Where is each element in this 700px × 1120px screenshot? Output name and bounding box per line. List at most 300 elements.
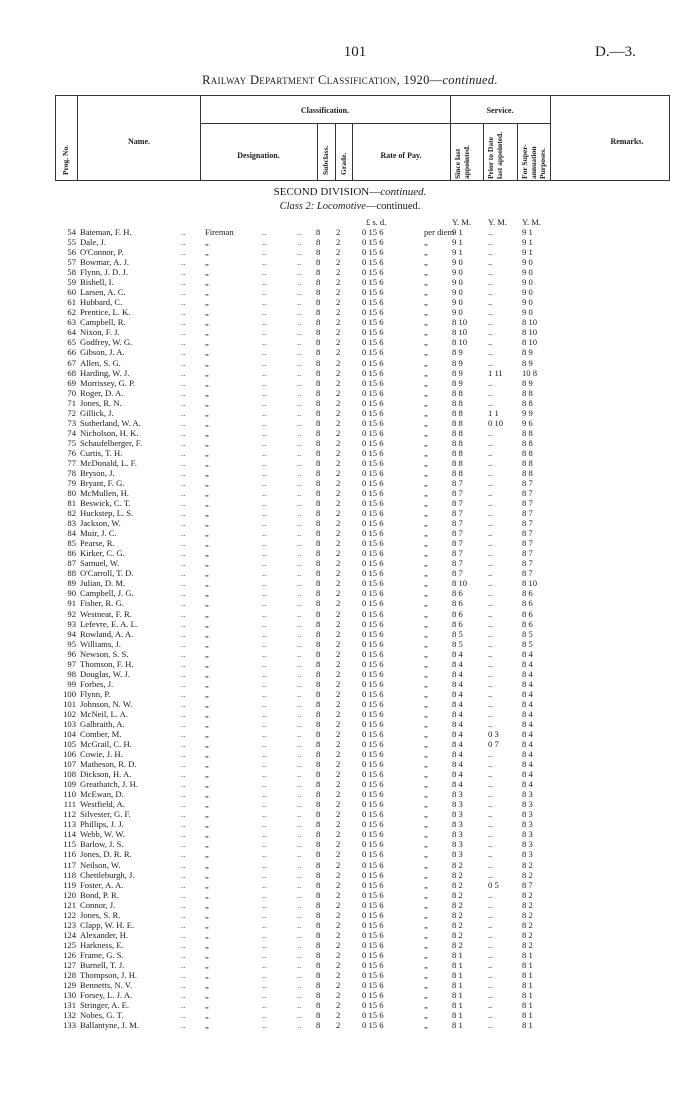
- rate-of-pay-cell: 0 15 6: [362, 729, 384, 739]
- name-cell: McMullen, H.: [80, 488, 129, 499]
- since-last-cell: 8 7: [452, 568, 463, 579]
- leader-dots: ..: [181, 287, 186, 298]
- subclass-cell: 8: [316, 859, 321, 870]
- rate-of-pay-cell: 0 15 6: [362, 718, 384, 729]
- superannuation-cell: 8 4: [522, 698, 533, 709]
- leader-dots: ..: [297, 839, 302, 850]
- since-last-cell: 8 1: [452, 1000, 463, 1011]
- since-last-cell: 8 8: [452, 417, 463, 428]
- rate-of-pay-cell: 0 15 6: [362, 1010, 384, 1021]
- leader-dots: ..: [181, 668, 186, 679]
- name-cell: Hubbard, C.: [80, 297, 123, 308]
- since-last-cell: 8 4: [452, 698, 463, 709]
- subclass-cell: 8: [316, 508, 321, 519]
- name-cell: Forbes, J.: [80, 678, 114, 689]
- leader-dots: ..: [181, 377, 186, 388]
- name-cell: Newson, S. S.: [80, 648, 129, 659]
- name-cell: Morrissey, G. P.: [80, 377, 136, 388]
- leader-dots: ..: [297, 367, 302, 378]
- pay-period-cell: „: [424, 638, 428, 649]
- designation-cell: „: [205, 568, 209, 579]
- leader-dots: ..: [297, 990, 302, 1001]
- pay-period-cell: „: [424, 779, 428, 790]
- grade-cell: 2: [336, 819, 341, 830]
- designation-cell: „: [205, 307, 209, 318]
- leader-dots: ..: [262, 327, 267, 338]
- leader-dots: ..: [262, 297, 267, 308]
- designation-cell: „: [205, 247, 209, 258]
- leader-dots: ..: [181, 508, 186, 519]
- table-row: [0, 588, 700, 598]
- grade-cell: 2: [336, 638, 341, 649]
- grade-cell: 2: [336, 568, 341, 579]
- subclass-cell: 8: [316, 257, 321, 268]
- name-cell: Campbell, R.: [80, 317, 126, 328]
- leader-dots: ..: [297, 1000, 302, 1011]
- pay-period-cell: „: [424, 598, 428, 609]
- pay-period-cell: „: [424, 488, 428, 499]
- since-last-cell: 8 1: [452, 990, 463, 1001]
- leader-dots: ..: [297, 457, 302, 468]
- superannuation-cell: 8 3: [522, 809, 533, 820]
- prior-cell: ..: [488, 809, 493, 820]
- leader-dots: ..: [297, 879, 302, 890]
- pay-period-cell: „: [424, 327, 428, 338]
- superannuation-cell: 8 1: [522, 1000, 533, 1011]
- grade-cell: 2: [336, 548, 341, 559]
- rate-of-pay-cell: 0 15 6: [362, 959, 384, 970]
- subclass-cell: 8: [316, 237, 321, 248]
- prior-cell: ..: [488, 618, 493, 629]
- pay-period-cell: „: [424, 959, 428, 970]
- prior-cell: ..: [488, 929, 493, 940]
- rate-of-pay-cell: 0 15 6: [362, 397, 384, 408]
- rate-of-pay-cell: 0 15 6: [362, 1000, 384, 1011]
- prior-cell: ..: [488, 377, 493, 388]
- designation-cell: „: [205, 869, 209, 880]
- since-last-cell: 8 9: [452, 357, 463, 368]
- name-cell: Pearse, R.: [80, 538, 115, 549]
- pay-period-cell: „: [424, 718, 428, 729]
- pay-period-cell: „: [424, 277, 428, 288]
- table-row: [0, 257, 700, 267]
- rate-of-pay-cell: 0 15 6: [362, 919, 384, 930]
- designation-cell: „: [205, 417, 209, 428]
- subclass-cell: 8: [316, 347, 321, 358]
- leader-dots: ..: [181, 969, 186, 980]
- name-cell: McNeil, L. A.: [80, 708, 128, 719]
- leader-dots: ..: [181, 528, 186, 539]
- rate-of-pay-cell: 0 15 6: [362, 819, 384, 830]
- leader-dots: ..: [181, 698, 186, 709]
- grade-cell: 2: [336, 789, 341, 800]
- designation-cell: „: [205, 929, 209, 940]
- grade-cell: 2: [336, 739, 341, 750]
- leader-dots: ..: [181, 759, 186, 770]
- table-row: [0, 558, 700, 568]
- pay-period-cell: „: [424, 608, 428, 619]
- superannuation-cell: 9 0: [522, 297, 533, 308]
- rate-of-pay-cell: 0 15 6: [362, 267, 384, 278]
- superannuation-cell: 8 3: [522, 819, 533, 830]
- leader-dots: ..: [262, 849, 267, 860]
- subclass-cell: 8: [316, 879, 321, 890]
- designation-cell: „: [205, 277, 209, 288]
- leader-dots: ..: [297, 327, 302, 338]
- designation-cell: „: [205, 407, 209, 418]
- since-last-cell: 8 3: [452, 829, 463, 840]
- rate-of-pay-cell: 0 15 6: [362, 980, 384, 990]
- leader-dots: ..: [262, 588, 267, 599]
- subclass-cell: 8: [316, 518, 321, 529]
- prior-cell: ..: [488, 598, 493, 609]
- pay-period-cell: „: [424, 658, 428, 669]
- since-last-cell: 8 4: [452, 739, 463, 750]
- leader-dots: ..: [262, 407, 267, 418]
- prog-no-cell: 77: [67, 457, 76, 468]
- prior-cell: ..: [488, 608, 493, 619]
- prog-no-cell: 132: [63, 1010, 76, 1021]
- leader-dots: ..: [297, 478, 302, 488]
- pay-period-cell: „: [424, 799, 428, 810]
- designation-cell: „: [205, 287, 209, 298]
- subclass-cell: 8: [316, 437, 321, 448]
- table-row: [0, 960, 700, 970]
- table-row: [0, 598, 700, 608]
- name-cell: Curtis, T. H.: [80, 447, 123, 458]
- subclass-cell: 8: [316, 1000, 321, 1011]
- leader-dots: ..: [297, 508, 302, 519]
- leader-dots: ..: [262, 568, 267, 579]
- name-cell: Nicholson, H. K.: [80, 427, 139, 438]
- designation-cell: „: [205, 678, 209, 689]
- prior-cell: 1 11: [488, 367, 503, 378]
- name-cell: Harding, W. J.: [80, 367, 130, 378]
- rate-of-pay-cell: 0 15 6: [362, 889, 384, 900]
- name-cell: Webb, W. W.: [80, 829, 125, 840]
- subclass-cell: 8: [316, 588, 321, 599]
- rate-of-pay-cell: 0 15 6: [362, 879, 384, 890]
- subclass-cell: 8: [316, 447, 321, 458]
- name-cell: Williams, J.: [80, 638, 121, 649]
- table-row: [0, 779, 700, 789]
- leader-dots: ..: [181, 919, 186, 930]
- prog-no-cell: 124: [63, 929, 76, 940]
- name-cell: McGrail, C. H.: [80, 739, 132, 750]
- table-row: [0, 438, 700, 448]
- leader-dots: ..: [297, 227, 302, 237]
- since-last-cell: 8 2: [452, 889, 463, 900]
- prior-cell: ..: [488, 498, 493, 509]
- designation-cell: „: [205, 909, 209, 920]
- subclass-cell: 8: [316, 608, 321, 619]
- rate-of-pay-cell: 0 15 6: [362, 437, 384, 448]
- prior-cell: 0 3: [488, 729, 499, 739]
- leader-dots: ..: [262, 899, 267, 910]
- superannuation-cell: 9 0: [522, 267, 533, 278]
- table-row: [0, 538, 700, 548]
- designation-cell: „: [205, 467, 209, 478]
- since-last-cell: 8 2: [452, 899, 463, 910]
- prior-cell: ..: [488, 1020, 493, 1031]
- grade-cell: 2: [336, 980, 341, 990]
- subclass-cell: 8: [316, 1010, 321, 1021]
- designation-cell: „: [205, 809, 209, 820]
- designation-cell: „: [205, 447, 209, 458]
- leader-dots: ..: [181, 889, 186, 900]
- since-last-cell: 8 3: [452, 799, 463, 810]
- leader-dots: ..: [262, 919, 267, 930]
- since-last-cell: 8 3: [452, 849, 463, 860]
- leader-dots: ..: [262, 749, 267, 760]
- prog-no-cell: 113: [63, 819, 76, 830]
- name-cell: Campbell, J. G.: [80, 588, 134, 599]
- since-last-cell: 8 2: [452, 859, 463, 870]
- prior-cell: ..: [488, 969, 493, 980]
- subclass-cell: 8: [316, 1020, 321, 1031]
- leader-dots: ..: [297, 317, 302, 328]
- name-cell: Comber, M.: [80, 729, 122, 739]
- superannuation-cell: 8 6: [522, 588, 533, 599]
- leader-dots: ..: [297, 980, 302, 990]
- subclass-cell: 8: [316, 939, 321, 950]
- grade-cell: 2: [336, 478, 341, 488]
- subclass-cell: 8: [316, 849, 321, 860]
- leader-dots: ..: [181, 488, 186, 499]
- leader-dots: ..: [262, 789, 267, 800]
- leader-dots: ..: [297, 819, 302, 830]
- prior-cell: ..: [488, 708, 493, 719]
- pay-period-cell: „: [424, 769, 428, 780]
- rate-of-pay-cell: 0 15 6: [362, 929, 384, 940]
- prior-cell: ..: [488, 658, 493, 669]
- leader-dots: ..: [297, 297, 302, 308]
- superannuation-cell: 8 7: [522, 568, 533, 579]
- grade-cell: 2: [336, 708, 341, 719]
- grade-cell: 2: [336, 588, 341, 599]
- subclass-cell: 8: [316, 317, 321, 328]
- pay-period-cell: „: [424, 578, 428, 589]
- prior-cell: ..: [488, 447, 493, 458]
- pay-period-cell: „: [424, 678, 428, 689]
- prog-no-cell: 109: [63, 779, 76, 790]
- leader-dots: ..: [181, 638, 186, 649]
- leader-dots: ..: [181, 317, 186, 328]
- rate-of-pay-cell: 0 15 6: [362, 698, 384, 709]
- leader-dots: ..: [181, 1020, 186, 1031]
- superannuation-cell: 9 9: [522, 407, 533, 418]
- pay-period-cell: „: [424, 969, 428, 980]
- prog-no-cell: 122: [63, 909, 76, 920]
- leader-dots: ..: [181, 1000, 186, 1011]
- leader-dots: ..: [181, 608, 186, 619]
- table-row: [0, 910, 700, 920]
- pay-period-cell: „: [424, 869, 428, 880]
- leader-dots: ..: [297, 488, 302, 499]
- subclass-cell: 8: [316, 548, 321, 559]
- prog-no-cell: 82: [67, 508, 76, 519]
- prior-cell: ..: [488, 467, 493, 478]
- rate-of-pay-cell: 0 15 6: [362, 317, 384, 328]
- superannuation-cell: 8 2: [522, 889, 533, 900]
- since-last-cell: 8 2: [452, 939, 463, 950]
- prog-no-cell: 60: [67, 287, 76, 298]
- grade-cell: 2: [336, 558, 341, 569]
- table-row: [0, 468, 700, 478]
- subclass-cell: 8: [316, 387, 321, 398]
- superannuation-cell: 8 8: [522, 437, 533, 448]
- name-cell: Stringer, A. E.: [80, 1000, 130, 1011]
- table-row: [0, 1000, 700, 1010]
- prog-no-cell: 97: [67, 658, 76, 669]
- prior-cell: ..: [488, 427, 493, 438]
- name-cell: Westneat, F. R.: [80, 608, 132, 619]
- leader-dots: ..: [262, 739, 267, 750]
- prog-no-cell: 69: [67, 377, 76, 388]
- pay-period-cell: „: [424, 528, 428, 539]
- grade-cell: 2: [336, 929, 341, 940]
- superannuation-cell: 9 0: [522, 257, 533, 268]
- leader-dots: ..: [297, 357, 302, 368]
- grade-cell: 2: [336, 277, 341, 288]
- grade-cell: 2: [336, 437, 341, 448]
- leader-dots: ..: [262, 528, 267, 539]
- table-row: [0, 388, 700, 398]
- designation-cell: „: [205, 578, 209, 589]
- leader-dots: ..: [262, 980, 267, 990]
- prog-no-cell: 102: [63, 708, 76, 719]
- prog-no-cell: 120: [63, 889, 76, 900]
- table-row: [0, 849, 700, 859]
- designation-cell: „: [205, 397, 209, 408]
- table-row: [0, 1020, 700, 1030]
- leader-dots: ..: [297, 538, 302, 549]
- table-row: [0, 568, 700, 578]
- subclass-cell: 8: [316, 227, 321, 237]
- prog-no-cell: 64: [67, 327, 76, 338]
- table-row: [0, 609, 700, 619]
- table-row: [0, 528, 700, 538]
- name-cell: Bennetts, N. V.: [80, 980, 132, 990]
- superannuation-cell: 8 4: [522, 779, 533, 790]
- pay-period-cell: „: [424, 929, 428, 940]
- leader-dots: ..: [262, 779, 267, 790]
- pay-period-cell: „: [424, 317, 428, 328]
- pay-period-cell: „: [424, 909, 428, 920]
- superannuation-cell: 9 0: [522, 287, 533, 298]
- prog-no-cell: 111: [63, 799, 76, 810]
- prog-no-cell: 108: [63, 769, 76, 780]
- leader-dots: ..: [262, 829, 267, 840]
- superannuation-cell: 8 4: [522, 658, 533, 669]
- name-cell: Bond, P. R.: [80, 889, 119, 900]
- prog-no-cell: 104: [63, 729, 76, 739]
- prog-no-cell: 94: [67, 628, 76, 639]
- grade-cell: 2: [336, 658, 341, 669]
- leader-dots: ..: [181, 859, 186, 870]
- leader-dots: ..: [262, 257, 267, 268]
- since-last-cell: 8 7: [452, 518, 463, 529]
- pay-period-cell: „: [424, 789, 428, 800]
- grade-cell: 2: [336, 869, 341, 880]
- leader-dots: ..: [262, 809, 267, 820]
- leader-dots: ..: [262, 1010, 267, 1021]
- prog-no-cell: 123: [63, 919, 76, 930]
- prog-no-cell: 80: [67, 488, 76, 499]
- pay-period-cell: „: [424, 919, 428, 930]
- prior-cell: ..: [488, 297, 493, 308]
- prog-no-cell: 91: [67, 598, 76, 609]
- subclass-cell: 8: [316, 990, 321, 1001]
- superannuation-cell: 8 2: [522, 939, 533, 950]
- leader-dots: ..: [262, 759, 267, 770]
- designation-cell: „: [205, 588, 209, 599]
- since-last-cell: 8 8: [452, 397, 463, 408]
- leader-dots: ..: [297, 568, 302, 579]
- designation-cell: „: [205, 628, 209, 639]
- table-row: [0, 769, 700, 779]
- grade-cell: 2: [336, 759, 341, 770]
- table-row: [0, 368, 700, 378]
- superannuation-cell: 8 4: [522, 759, 533, 770]
- leader-dots: ..: [262, 488, 267, 499]
- superannuation-cell: 8 8: [522, 447, 533, 458]
- prog-no-cell: 117: [63, 859, 76, 870]
- prior-cell: ..: [488, 347, 493, 358]
- superannuation-cell: 8 7: [522, 528, 533, 539]
- rate-of-pay-cell: 0 15 6: [362, 498, 384, 509]
- leader-dots: ..: [297, 779, 302, 790]
- leader-dots: ..: [297, 247, 302, 258]
- name-cell: Jones, R. N.: [80, 397, 122, 408]
- designation-cell: „: [205, 237, 209, 248]
- subclass-cell: 8: [316, 919, 321, 930]
- prog-no-cell: 121: [63, 899, 76, 910]
- rate-of-pay-cell: 0 15 6: [362, 648, 384, 659]
- grade-cell: 2: [336, 457, 341, 468]
- leader-dots: ..: [297, 287, 302, 298]
- leader-dots: ..: [297, 688, 302, 699]
- grade-cell: 2: [336, 718, 341, 729]
- designation-cell: „: [205, 949, 209, 960]
- prior-cell: ..: [488, 277, 493, 288]
- since-last-cell: 8 8: [452, 467, 463, 478]
- since-last-cell: 8 1: [452, 959, 463, 970]
- rate-of-pay-cell: 0 15 6: [362, 779, 384, 790]
- since-last-cell: 8 2: [452, 869, 463, 880]
- class-label: Class 2:: [279, 201, 315, 212]
- table-row: [0, 679, 700, 689]
- table-row: [0, 980, 700, 990]
- pay-period-cell: „: [424, 558, 428, 569]
- prog-no-cell: 129: [63, 980, 76, 990]
- pay-period-cell: „: [424, 518, 428, 529]
- header-name: Name.: [128, 137, 150, 146]
- name-cell: Sutherland, W. A.: [80, 417, 141, 428]
- prior-cell: ..: [488, 387, 493, 398]
- rate-of-pay-cell: 0 15 6: [362, 347, 384, 358]
- superannuation-cell: 9 1: [522, 227, 533, 237]
- since-last-cell: 8 1: [452, 1020, 463, 1031]
- superannuation-cell: 8 3: [522, 839, 533, 850]
- prog-no-cell: 112: [63, 809, 76, 820]
- table-row: [0, 428, 700, 438]
- subclass-cell: 8: [316, 467, 321, 478]
- prior-cell: ..: [488, 889, 493, 900]
- header-prog-no: Prog. No.: [61, 144, 70, 175]
- name-cell: Thompson, J. H.: [80, 969, 138, 980]
- designation-cell: „: [205, 548, 209, 559]
